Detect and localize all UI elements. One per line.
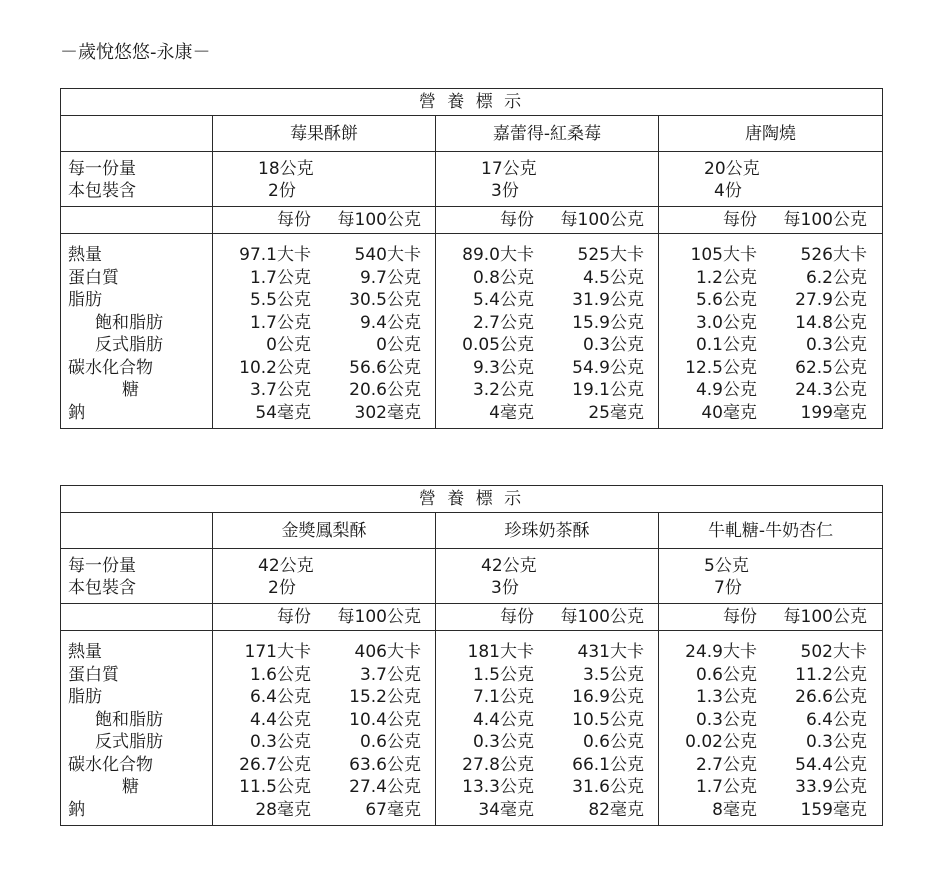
per-serving-value: 0.02公克 [685,732,757,752]
serving-size-label: 每一份量 [68,159,136,179]
servings-label: 本包裝含 [68,578,136,598]
nutrient-value-row [213,244,435,267]
per-serving-value: 5.6公克 [695,290,757,310]
per-serving-value: 4.4公克 [249,709,311,730]
nutrient-value-row [659,402,882,425]
unit-header-row [61,207,883,234]
unit-header [213,207,436,234]
per-100g-value: 31.9公克 [572,290,644,310]
servings-value: 4份 [714,181,742,201]
per-100g-value: 9.4公克 [359,312,421,333]
nutrient-value-row [436,731,658,754]
per-serving-value: 0.8公克 [472,267,534,288]
per-100g-value: 20.6公克 [349,380,421,400]
product-name: 珍珠奶茶酥 [436,513,659,549]
nutrient-value-row [213,357,435,380]
page-title: －歲悅悠悠-永康－ [60,42,211,63]
per-100g-value: 10.5公克 [572,709,644,730]
per-100g-header: 每100公克 [783,210,867,230]
per-100g-value: 6.2公克 [805,267,867,288]
per-serving-value: 3.7公克 [249,380,311,400]
nutrient-value-row [213,334,435,357]
per-100g-value: 302毫克 [354,402,421,423]
serving-values [213,152,436,207]
nutrient-label: 蛋白質 [68,664,119,685]
per-serving-value: 10.2公克 [239,357,311,378]
nutrient-value-row [213,686,435,709]
serving-values [436,152,659,207]
per-100g-value: 159毫克 [800,799,867,820]
per-100g-value: 63.6公克 [349,754,421,775]
unit-header [659,604,883,631]
nutrient-label: 熱量 [68,245,102,265]
per-100g-value: 3.5公克 [582,664,644,685]
product-name: 金獎鳳梨酥 [213,513,436,549]
serving-size-value: 42公克 [258,556,314,576]
nutrient-values [659,631,883,826]
per-100g-value: 0.3公克 [582,335,644,355]
per-100g-value: 4.5公克 [582,267,644,288]
nutrient-row [61,234,883,429]
nutrient-value-row [436,664,658,687]
nutrient-label: 糖 [122,777,139,797]
table-title: 營 養 標 示 [61,89,883,116]
nutrient-value-row [659,641,882,664]
table-title-row [61,89,883,116]
per-serving-value: 5.5公克 [249,290,311,310]
nutrient-value-row [659,731,882,754]
per-serving-value: 6.4公克 [249,687,311,707]
per-100g-header: 每100公克 [337,210,421,230]
nutrient-label: 脂肪 [68,687,102,707]
servings-value: 2份 [268,578,296,598]
nutrient-value-row [436,709,658,732]
nutrient-label: 飽和脂肪 [95,709,163,730]
nutrient-value-row [436,799,658,822]
nutrient-value-row [659,267,882,290]
empty-cell [61,116,213,152]
nutrient-label: 鈉 [68,799,85,820]
product-name-row [61,513,883,549]
nutrient-value-row [213,379,435,402]
nutrient-value-row [213,776,435,799]
per-serving-value: 12.5公克 [685,357,757,378]
per-100g-value: 82毫克 [588,799,644,820]
per-100g-value: 54.4公克 [795,754,867,775]
nutrient-values [436,234,659,429]
per-100g-value: 15.2公克 [349,687,421,707]
nutrient-label: 鈉 [68,402,85,423]
nutrient-label: 碳水化合物 [68,357,153,378]
per-serving-value: 1.6公克 [249,664,311,685]
serving-row [61,549,883,604]
per-100g-value: 406大卡 [354,642,421,662]
nutrient-labels [61,631,213,826]
nutrient-value-row [436,754,658,777]
per-100g-value: 54.9公克 [572,357,644,378]
nutrient-label: 糖 [122,380,139,400]
nutrient-value-row [213,731,435,754]
nutrient-value-row [213,289,435,312]
unit-header-row [61,604,883,631]
per-100g-value: 25毫克 [588,402,644,423]
product-name: 牛軋糖-牛奶杏仁 [659,513,883,549]
nutrient-label: 飽和脂肪 [95,312,163,333]
per-serving-value: 11.5公克 [239,777,311,797]
nutrient-value-row [659,709,882,732]
servings-label: 本包裝含 [68,181,136,201]
per-serving-value: 4.9公克 [695,380,757,400]
per-serving-value: 4毫克 [489,402,534,423]
per-100g-value: 62.5公克 [795,357,867,378]
nutrient-value-row [436,334,658,357]
nutrient-value-row [436,312,658,335]
per-100g-value: 11.2公克 [795,664,867,685]
nutrient-value-row [659,664,882,687]
unit-header [659,207,883,234]
per-serving-value: 4.4公克 [472,709,534,730]
per-100g-value: 24.3公克 [795,380,867,400]
per-100g-value: 0.6公克 [359,732,421,752]
unit-header [213,604,436,631]
nutrient-value-row [659,312,882,335]
per-100g-value: 56.6公克 [349,357,421,378]
per-100g-header: 每100公克 [560,607,644,627]
per-100g-header: 每100公克 [337,607,421,627]
nutrient-value-row [659,799,882,822]
per-serving-value: 5.4公克 [472,290,534,310]
per-serving-value: 0公克 [266,335,311,355]
per-serving-value: 105大卡 [690,245,757,265]
per-serving-value: 0.3公克 [472,732,534,752]
empty-cell [61,207,213,234]
per-serving-value: 1.5公克 [472,664,534,685]
servings-value: 7份 [714,578,742,598]
nutrient-value-row [659,776,882,799]
nutrient-value-row [436,267,658,290]
per-100g-value: 31.6公克 [572,777,644,797]
per-100g-value: 16.9公克 [572,687,644,707]
per-100g-value: 9.7公克 [359,267,421,288]
nutrient-values [659,234,883,429]
per-serving-value: 0.3公克 [249,732,311,752]
per-serving-value: 9.3公克 [472,357,534,378]
nutrient-value-row [659,357,882,380]
nutrient-value-row [659,754,882,777]
per-100g-value: 199毫克 [800,402,867,423]
nutrient-values [213,631,436,826]
per-100g-value: 66.1公克 [572,754,644,775]
nutrient-label: 熱量 [68,642,102,662]
nutrient-value-row [436,686,658,709]
per-100g-header: 每100公克 [783,607,867,627]
per-serving-header: 每份 [277,210,311,230]
per-serving-header: 每份 [277,607,311,627]
nutrient-value-row [436,379,658,402]
per-serving-value: 1.7公克 [249,312,311,333]
serving-size-value: 18公克 [258,159,314,179]
per-100g-header: 每100公克 [560,210,644,230]
serving-labels [61,549,213,604]
serving-size-value: 42公克 [481,556,537,576]
per-serving-value: 2.7公克 [472,312,534,333]
table-title-row [61,486,883,513]
per-100g-value: 0.3公克 [805,335,867,355]
product-name-row [61,116,883,152]
nutrient-label: 脂肪 [68,290,102,310]
nutrient-value-row [436,776,658,799]
per-serving-value: 27.8公克 [462,754,534,775]
serving-row [61,152,883,207]
per-serving-header: 每份 [500,607,534,627]
per-serving-value: 0.3公克 [695,709,757,730]
per-serving-value: 7.1公克 [472,687,534,707]
per-100g-value: 3.7公克 [359,664,421,685]
per-100g-value: 525大卡 [577,245,644,265]
per-serving-value: 0.6公克 [695,664,757,685]
nutrient-values [436,631,659,826]
servings-value: 2份 [268,181,296,201]
nutrient-labels [61,234,213,429]
nutrient-label: 碳水化合物 [68,754,153,775]
per-serving-value: 171大卡 [244,642,311,662]
nutrient-value-row [213,267,435,290]
per-100g-value: 15.9公克 [572,312,644,333]
servings-value: 3份 [491,578,519,598]
nutrient-value-row [213,312,435,335]
nutrient-value-row [659,334,882,357]
per-100g-value: 33.9公克 [795,777,867,797]
nutrient-value-row [436,244,658,267]
per-serving-value: 24.9大卡 [685,642,757,662]
per-serving-header: 每份 [500,210,534,230]
nutrient-value-row [213,641,435,664]
per-100g-value: 30.5公克 [349,290,421,310]
per-serving-value: 1.2公克 [695,267,757,288]
per-100g-value: 27.4公克 [349,777,421,797]
nutrient-label: 反式脂肪 [95,335,163,355]
per-100g-value: 0.3公克 [805,732,867,752]
per-serving-value: 8毫克 [712,799,757,820]
per-100g-value: 14.8公克 [795,312,867,333]
serving-size-value: 17公克 [481,159,537,179]
per-serving-value: 1.7公克 [695,777,757,797]
per-100g-value: 67毫克 [365,799,421,820]
per-serving-value: 34毫克 [478,799,534,820]
nutrient-value-row [213,754,435,777]
per-serving-value: 3.2公克 [472,380,534,400]
nutrient-value-row [436,641,658,664]
nutrient-label: 蛋白質 [68,267,119,288]
product-name: 唐陶燒 [659,116,883,152]
table-title: 營 養 標 示 [61,486,883,513]
per-serving-value: 3.0公克 [695,312,757,333]
per-serving-value: 89.0大卡 [462,245,534,265]
serving-values [436,549,659,604]
nutrient-value-row [213,664,435,687]
per-100g-value: 502大卡 [800,642,867,662]
nutrient-value-row [213,799,435,822]
serving-labels [61,152,213,207]
per-100g-value: 10.4公克 [349,709,421,730]
per-serving-value: 54毫克 [255,402,311,423]
empty-cell [61,604,213,631]
per-serving-value: 0.05公克 [462,335,534,355]
nutrient-value-row [659,289,882,312]
per-100g-value: 431大卡 [577,642,644,662]
per-serving-value: 1.7公克 [249,267,311,288]
per-100g-value: 26.6公克 [795,687,867,707]
per-serving-value: 1.3公克 [695,687,757,707]
per-serving-value: 0.1公克 [695,335,757,355]
serving-values [659,152,883,207]
product-name: 嘉蕾得-紅桑莓 [436,116,659,152]
per-100g-value: 0公克 [376,335,421,355]
per-100g-value: 19.1公克 [572,380,644,400]
nutrient-label: 反式脂肪 [95,732,163,752]
per-100g-value: 0.6公克 [582,732,644,752]
nutrient-value-row [436,357,658,380]
nutrition-table [60,485,883,826]
product-name: 莓果酥餅 [213,116,436,152]
per-serving-value: 2.7公克 [695,754,757,775]
nutrient-value-row [213,402,435,425]
unit-header [436,207,659,234]
per-100g-value: 6.4公克 [805,709,867,730]
unit-header [436,604,659,631]
nutrient-value-row [659,686,882,709]
per-100g-value: 27.9公克 [795,290,867,310]
nutrient-value-row [659,379,882,402]
nutrition-table [60,88,883,429]
per-serving-value: 181大卡 [467,642,534,662]
serving-values [659,549,883,604]
per-100g-value: 526大卡 [800,245,867,265]
per-serving-value: 13.3公克 [462,777,534,797]
per-serving-header: 每份 [723,607,757,627]
nutrient-values [213,234,436,429]
per-serving-value: 26.7公克 [239,754,311,775]
per-100g-value: 540大卡 [354,245,421,265]
per-serving-value: 28毫克 [255,799,311,820]
nutrient-value-row [213,709,435,732]
serving-size-value: 5公克 [704,556,749,576]
serving-values [213,549,436,604]
per-serving-value: 40毫克 [701,402,757,423]
empty-cell [61,513,213,549]
per-serving-value: 97.1大卡 [239,245,311,265]
per-serving-header: 每份 [723,210,757,230]
nutrient-row [61,631,883,826]
serving-size-label: 每一份量 [68,556,136,576]
serving-size-value: 20公克 [704,159,760,179]
nutrient-value-row [659,244,882,267]
servings-value: 3份 [491,181,519,201]
nutrient-value-row [436,289,658,312]
nutrient-value-row [436,402,658,425]
